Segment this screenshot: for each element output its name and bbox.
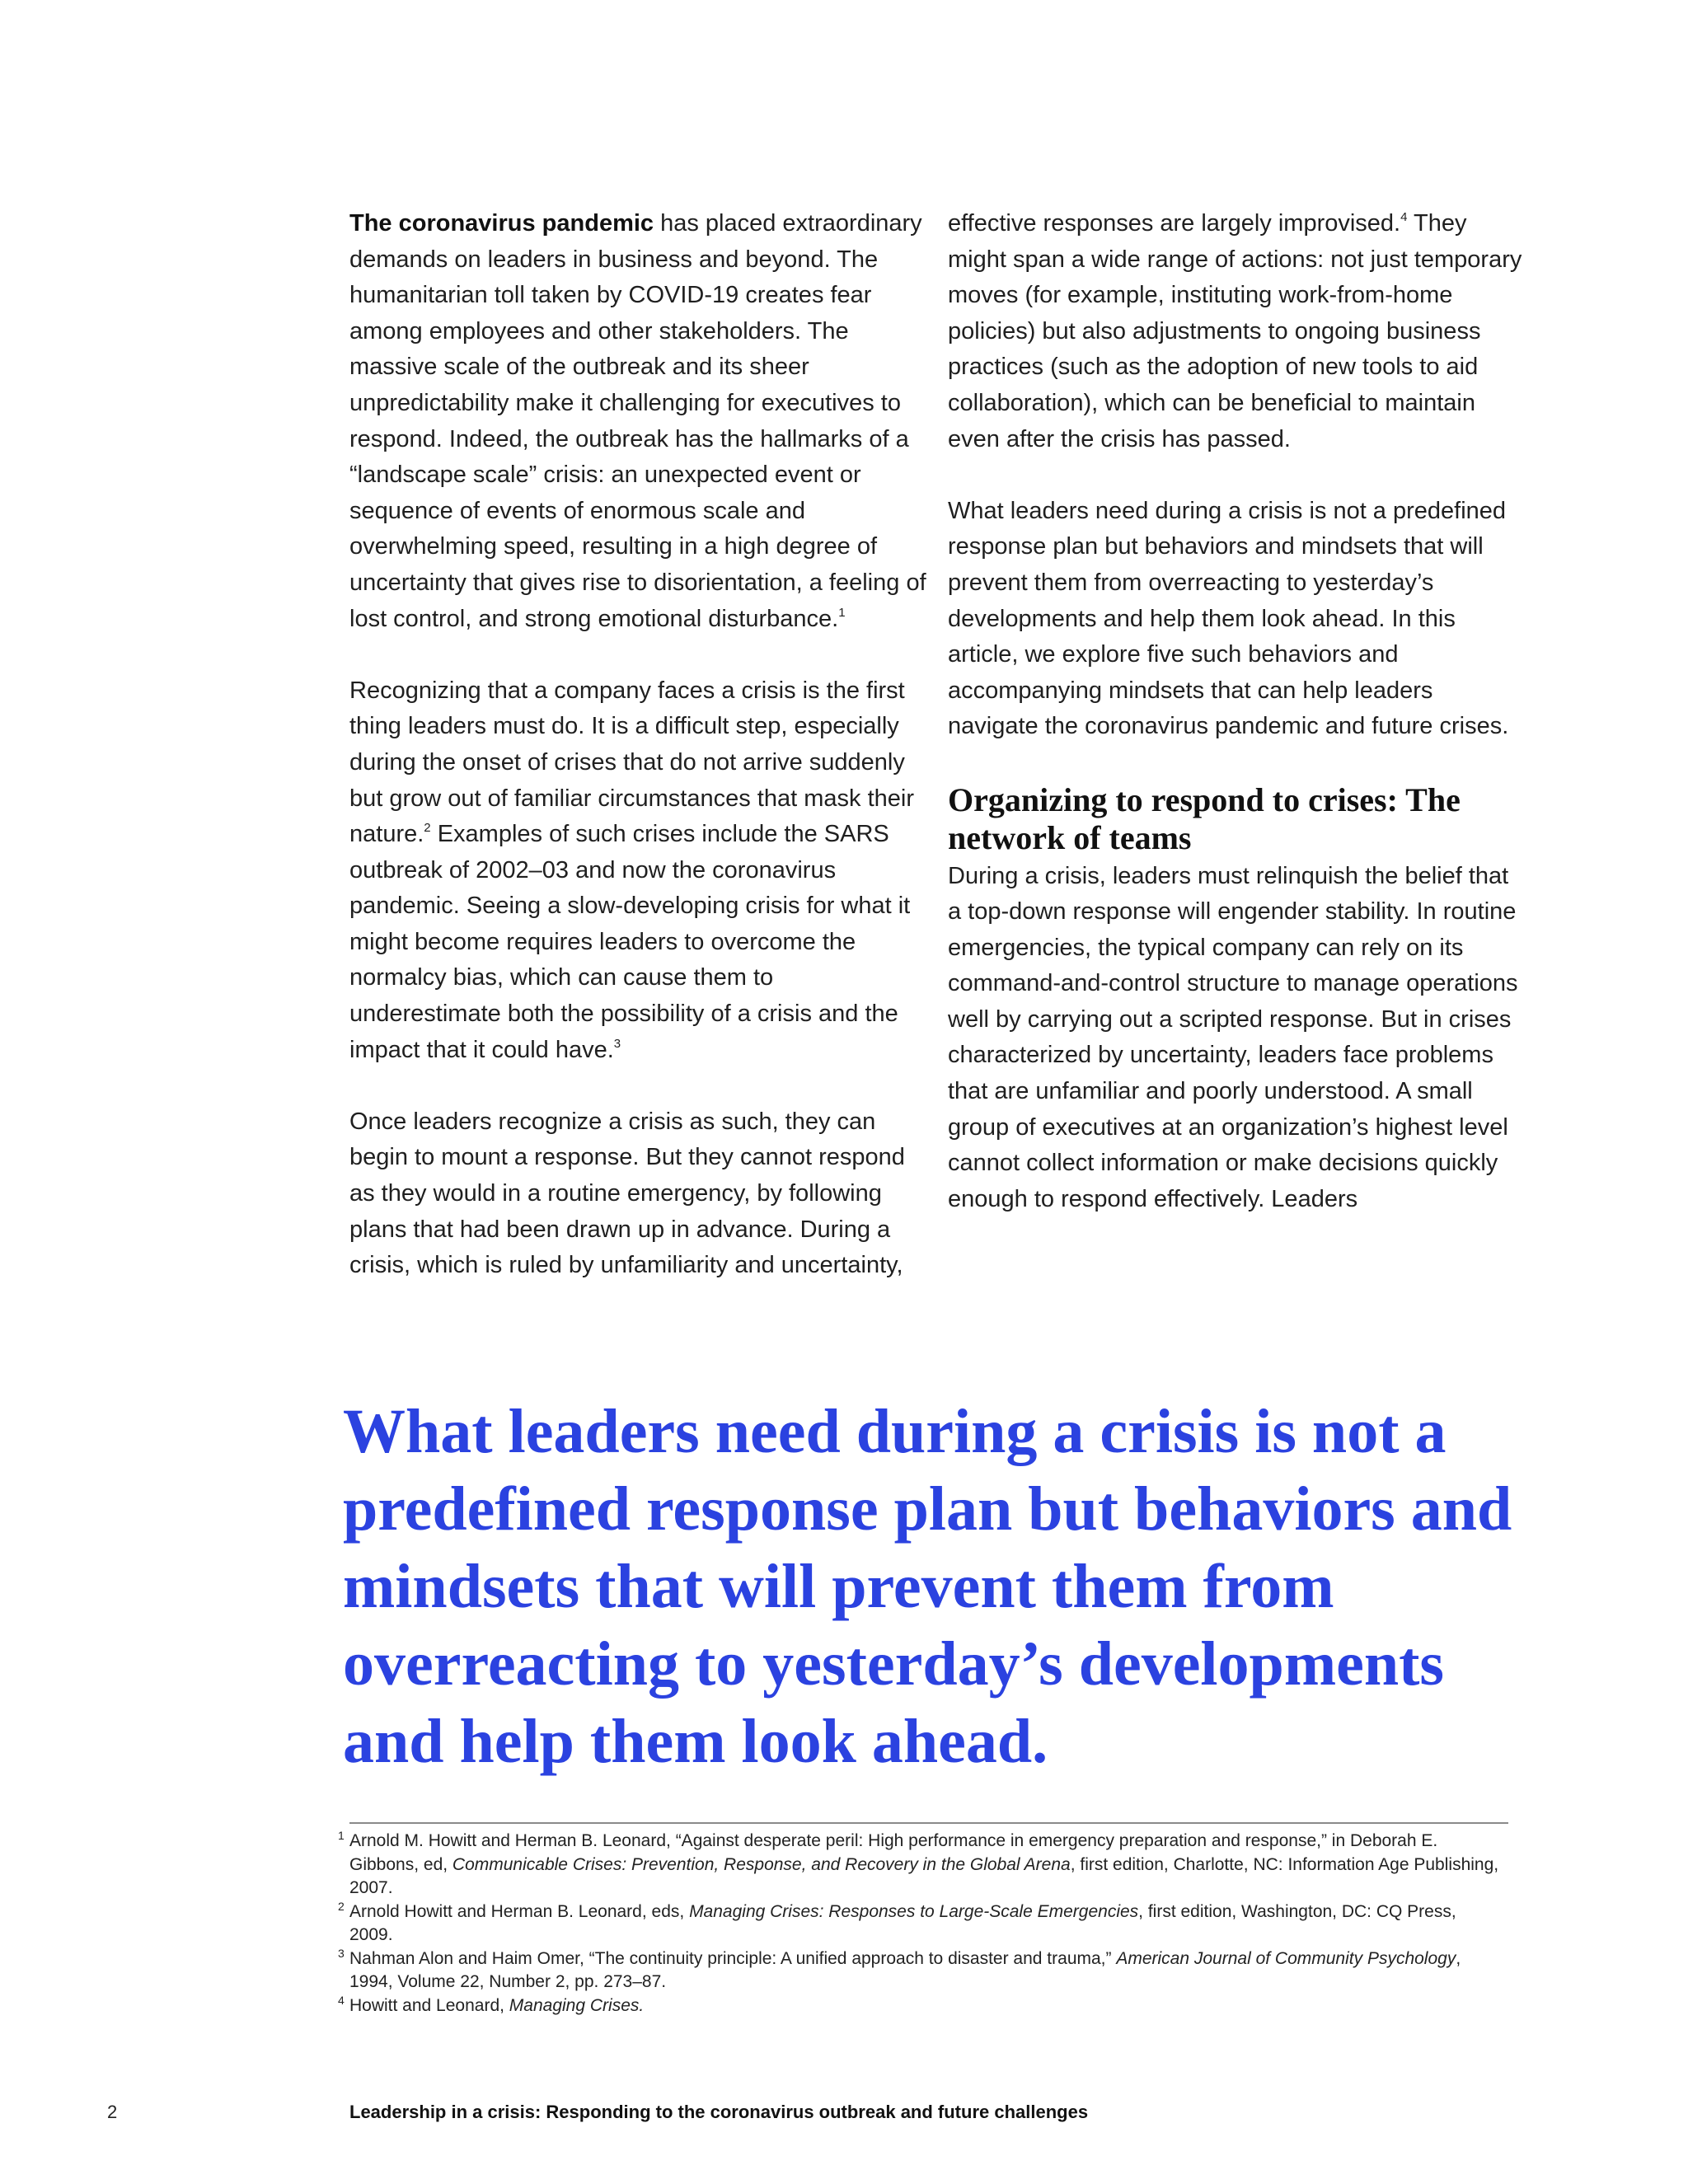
paragraph-2-text-b: Examples of such crises include the SARS outbreak of 2002–03 and now the coronavirus pandemic. Seeing a slow-developing crisis for what it might become requires leaders to overcome the normalcy bias, which can cause them to underestimate both the possibility of a crisis and the impact that it could have.	[349, 821, 911, 1063]
intro-paragraph	[349, 206, 926, 637]
intro-text: has placed extraordinary demands on leaders in business and beyond. The humanitarian toll taken by COVID-19 creates fear among employees and other stakeholders. The massive scale of the outbreak and its sheer unpredictability make it challenging for executives to respond. Indeed, the outbreak has the hallmarks of a “landscape scale” crisis: an unexpected event or sequence of events of enormous scale and overwhelming speed, resulting in a high degree of uncertainty that gives rise to disorientation, a feeling of lost control, and strong emotional disturbance.	[349, 210, 926, 632]
paragraph-6-text: During a crisis, leaders must relinquish the belief that a top-down response will engender stability. In routine emergencies, the typical company can rely on its command-and-control structure to manage operations well by carrying out a scripted response. But in crises characterized by uncertainty, leaders face problems that are unfamiliar and poorly understood. A small group of executives at an organization’s highest level cannot collect information or make decisions quickly enough to respond effectively. Leaders	[948, 862, 1518, 1212]
lead-in: The coronavirus pandemic	[349, 210, 654, 237]
section-heading: Organizing to respond to crises: The network of teams	[948, 780, 1461, 856]
body-paragraph-2	[349, 673, 926, 1069]
paragraph-4-text-a: effective responses are largely improvised.	[948, 210, 1401, 237]
body-paragraph-4	[948, 206, 1525, 457]
body-paragraph-6	[948, 859, 1525, 1218]
footnote-text: Arnold Howitt and Herman B. Leonard, eds,	[349, 1901, 690, 1921]
right-column	[948, 206, 1525, 1254]
footnote-1	[338, 1829, 1503, 1900]
body-paragraph-3	[349, 1104, 926, 1284]
footnote-title: Managing Crises: Responses to Large-Scale Emergencies	[689, 1901, 1139, 1921]
footnote-text-end: , first edition, Charlotte, NC: Information Age Publishing, 2007.	[349, 1854, 1499, 1897]
footnote-ref-1[interactable]: 1	[838, 605, 846, 620]
footnote-4	[338, 1993, 1503, 2018]
footnote-number: 4	[338, 1993, 345, 2007]
running-footer-title: Leadership in a crisis: Responding to the coronavirus outbreak and future challenges	[349, 2102, 1089, 2122]
paragraph-3-text: Once leaders recognize a crisis as such, they can begin to mount a response. But they cannot respond as they would in a routine emergency, by following plans that had been drawn up in advance. During a crisis, which is ruled by unfamiliarity and uncertainty,	[349, 1108, 905, 1279]
footnote-title: Managing Crises.	[509, 1995, 645, 2015]
body-paragraph-5	[948, 494, 1525, 745]
footnotes	[338, 1829, 1503, 2018]
footnote-number: 1	[338, 1829, 345, 1842]
footnote-2	[338, 1899, 1503, 1947]
left-column	[349, 206, 926, 1319]
footnote-text: Arnold M. Howitt and Herman B. Leonard, “Against desperate peril: High performance in emergency preparation and response,” in Deborah E. Gibbons, ed,	[349, 1831, 1438, 1874]
footnote-text: Howitt and Leonard,	[349, 1995, 509, 2015]
paragraph-5-text: What leaders need during a crisis is not a predefined response plan but behaviors and mindsets that will prevent them from overreacting to yesterday’s developments and help them look ahead. In this article, we explore five such behaviors and accompanying mindsets that can help leaders navigate the coronavirus pandemic and future crises.	[948, 497, 1509, 740]
footnote-divider	[349, 1822, 1508, 1824]
page-number: 2	[107, 2102, 118, 2122]
pull-quote: What leaders need during a crisis is not a predefined response plan but behaviors and mindsets that will prevent them from overreacting to yesterday’s developments and help them look ahead.	[343, 1397, 1512, 1776]
footnote-ref-2[interactable]: 2	[424, 821, 431, 836]
footnote-number: 2	[338, 1899, 345, 1913]
footnote-title: Communicable Crises: Prevention, Response, and Recovery in the Global Arena	[452, 1854, 1071, 1874]
footnote-text-end: , 1994, Volume 22, Number 2, pp. 273–87.	[349, 1948, 1461, 1991]
footnote-title: American Journal of Community Psychology	[1116, 1948, 1456, 1968]
footnote-3	[338, 1946, 1503, 1994]
footnote-text: Nahman Alon and Haim Omer, “The continuity principle: A unified approach to disaster and trauma,”	[349, 1948, 1117, 1968]
footnote-text-end: , first edition, Washington, DC: CQ Press, 2009.	[349, 1901, 1456, 1944]
footnote-number: 3	[338, 1946, 345, 1960]
paragraph-2-text-a: Recognizing that a company faces a crisis is the first thing leaders must do. It is a difficult step, especially during the onset of crises that do not arrive suddenly but grow out of familiar circumstances that mask their nature.	[349, 677, 914, 848]
footnote-ref-3[interactable]: 3	[613, 1036, 621, 1051]
paragraph-4-text-b: They might span a wide range of actions: not just temporary moves (for example, instituting work-from-home policies) but also adjustments to ongoing business practices (such as the adoption of new tools to aid collaboration), which can be beneficial to maintain even after the crisis has passed.	[948, 210, 1522, 452]
footnote-ref-4[interactable]: 4	[1400, 210, 1408, 224]
